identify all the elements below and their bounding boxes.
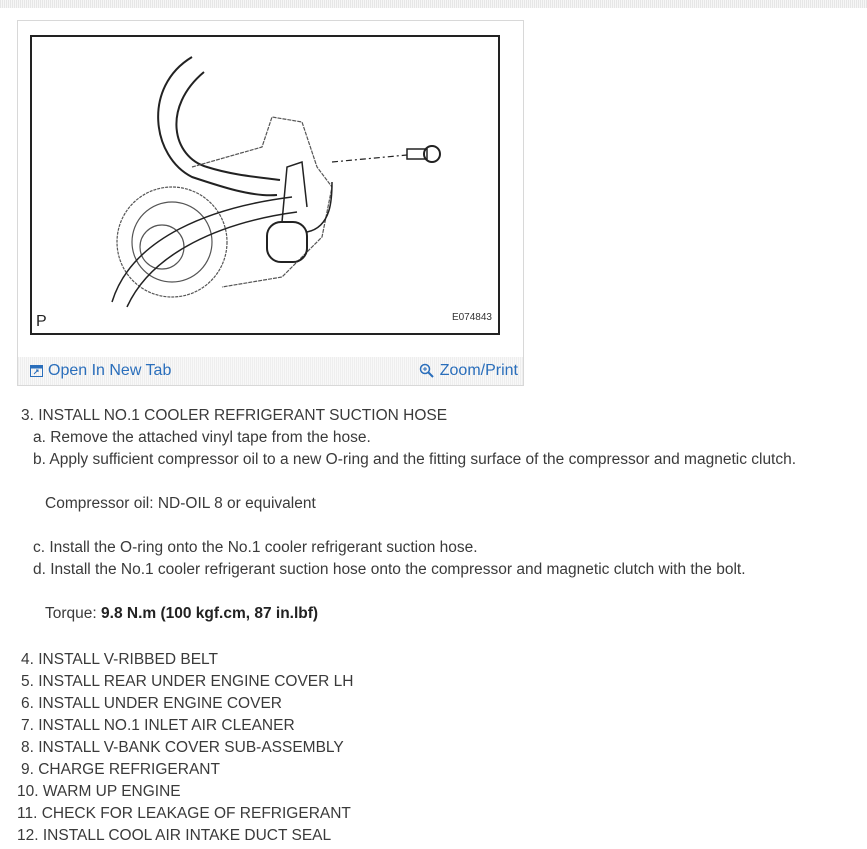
zoom-icon <box>419 363 435 379</box>
torque-label: Torque: <box>45 605 102 622</box>
step-3-title: 3. INSTALL NO.1 COOLER REFRIGERANT SUCTION HOSE <box>21 407 448 424</box>
new-tab-icon <box>30 365 43 377</box>
step-item: 12. INSTALL COOL AIR INTAKE DUCT SEAL <box>17 827 332 844</box>
figure-label: P <box>36 313 47 330</box>
compressor-hose-diagram[interactable] <box>30 35 500 335</box>
figure-card <box>17 20 524 386</box>
open-in-new-tab-link[interactable] <box>30 362 171 380</box>
torque-value: 9.8 N.m (100 kgf.cm, 87 in.lbf) <box>101 605 319 622</box>
zoom-print-label: Zoom/Print <box>439 362 518 379</box>
figure-code: E074843 <box>451 312 492 323</box>
top-border <box>0 0 867 8</box>
open-in-new-tab-label: Open In New Tab <box>48 362 172 379</box>
step-item: 9. CHARGE REFRIGERANT <box>21 761 220 778</box>
step-item: 7. INSTALL NO.1 INLET AIR CLEANER <box>21 717 295 734</box>
step-item: 4. INSTALL V-RIBBED BELT <box>21 651 218 668</box>
zoom-print-link[interactable] <box>419 362 518 380</box>
torque-spec <box>45 603 318 625</box>
step-3d: d. Install the No.1 cooler refrigerant suction hose onto the compressor and magnetic clutch with the bolt. <box>33 561 746 578</box>
step-3b: b. Apply sufficient compressor oil to a new O-ring and the fitting surface of the compressor and magnetic clutch. <box>33 451 797 468</box>
step-item: 6. INSTALL UNDER ENGINE COVER <box>21 695 282 712</box>
step-item: 11. CHECK FOR LEAKAGE OF REFRIGERANT <box>17 805 351 822</box>
step-item: 8. INSTALL V-BANK COVER SUB-ASSEMBLY <box>21 739 344 756</box>
figure-footer <box>18 357 523 385</box>
step-item: 10. WARM UP ENGINE <box>17 783 181 800</box>
compressor-illustration <box>32 37 498 333</box>
compressor-oil-spec: Compressor oil: ND-OIL 8 or equivalent <box>45 495 316 512</box>
step-item: 5. INSTALL REAR UNDER ENGINE COVER LH <box>21 673 354 690</box>
step-3a: a. Remove the attached vinyl tape from the hose. <box>33 429 371 446</box>
step-3c: c. Install the O-ring onto the No.1 cooler refrigerant suction hose. <box>33 539 478 556</box>
